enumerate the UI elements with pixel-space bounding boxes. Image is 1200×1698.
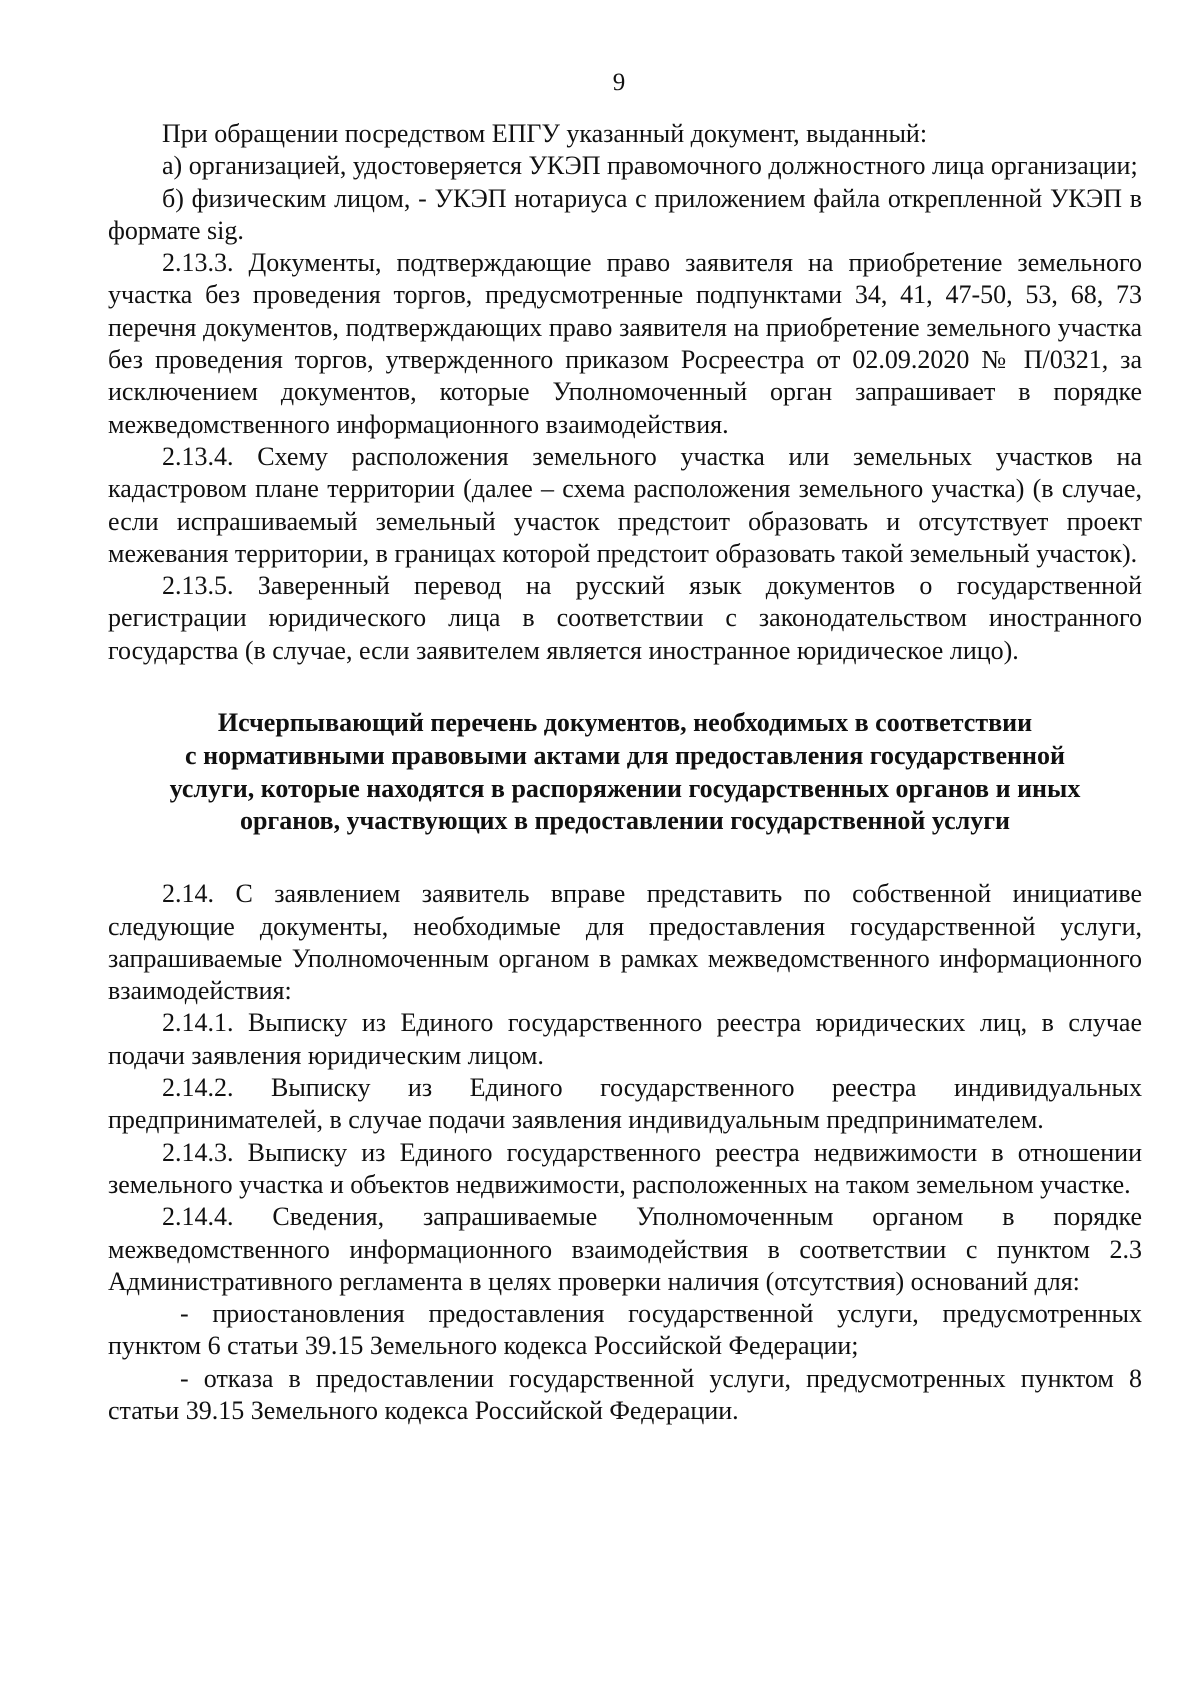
- paragraph-organization: а) организацией, удостоверяется УКЭП правомочного должностного лица организации;: [162, 151, 1138, 181]
- paragraph-2-13-3: 2.13.3. Документы, подтверждающие право заявителя на приобретение земельного участка без проведения торгов, предусмотренные подпунктами 34, 41, 47-50, 53, 68, 73 перечня документов, подтверждающих право заявителя на приобретение земельного участка без проведения торгов, утвержденного приказом Росреестра от 02.09.2020 № П/0321, за исключением документов, которые Уполномоченный орган запрашивает в порядке межведомственного информационного взаимодействия.: [108, 248, 1142, 439]
- section-heading: [108, 707, 1142, 838]
- paragraph-2-14: 2.14. С заявлением заявитель вправе представить по собственной инициативе следующие документы, необходимые для предоставления государственной услуги, запрашиваемые Уполномоченным органом в рамках межведомственного информационного взаимодействия:: [108, 879, 1142, 1006]
- heading-line: Исчерпывающий перечень документов, необходимых в соответствии: [217, 708, 1033, 738]
- list-item-suspension: - приостановления предоставления государственной услуги, предусмотренных пунктом 6 статьи 39.15 Земельного кодекса Российской Федерации;: [108, 1299, 1142, 1361]
- paragraph-2-14-4: 2.14.4. Сведения, запрашиваемые Уполномоченным органом в порядке межведомственного информационного взаимодействия в соответствии с пунктом 2.3 Административного регламента в целях проверки наличия (отсутствия) оснований для:: [108, 1202, 1142, 1296]
- page-number: 9: [612, 69, 626, 96]
- paragraph-2-13-5: 2.13.5. Заверенный перевод на русский язык документов о государственной регистрации юридического лица в соответствии с законодательством иностранного государства (в случае, если заявителем является иностранное юридическое лицо).: [108, 571, 1142, 665]
- paragraph-2-14-2: 2.14.2. Выписку из Единого государственного реестра индивидуальных предпринимателей, в случае подачи заявления индивидуальным предпринимателем.: [108, 1073, 1142, 1135]
- paragraph-2-14-1: 2.14.1. Выписку из Единого государственного реестра юридических лиц, в случае подачи заявления юридическим лицом.: [108, 1008, 1142, 1070]
- heading-line: органов, участвующих в предоставлении государственной услуги: [239, 806, 1011, 836]
- heading-line: с нормативными правовыми актами для предоставления государственной: [185, 740, 1065, 770]
- list-item-refusal: - отказа в предоставлении государственной услуги, предусмотренных пунктом 8 статьи 39.15 Земельного кодекса Российской Федерации.: [108, 1363, 1142, 1425]
- paragraph-individual: б) физическим лицом, - УКЭП нотариуса с приложением файла открепленной УКЭП в формате sig.: [108, 183, 1142, 245]
- paragraph-epgu: При обращении посредством ЕПГУ указанный документ, выданный:: [162, 119, 928, 148]
- heading-line: услуги, которые находятся в распоряжении государственных органов и иных: [169, 773, 1081, 803]
- paragraph-2-13-4: 2.13.4. Схему расположения земельного участка или земельных участков на кадастровом плане территории (далее – схема расположения земельного участка) (в случае, если испрашиваемый земельный участок предстоит образовать и отсутствует проект межевания территории, в границах которой предстоит образовать такой земельный участок).: [108, 441, 1142, 568]
- document-body: [108, 118, 1142, 1427]
- paragraph-2-14-3: 2.14.3. Выписку из Единого государственного реестра недвижимости в отношении земельного участка и объектов недвижимости, расположенных на таком земельном участке.: [108, 1137, 1142, 1199]
